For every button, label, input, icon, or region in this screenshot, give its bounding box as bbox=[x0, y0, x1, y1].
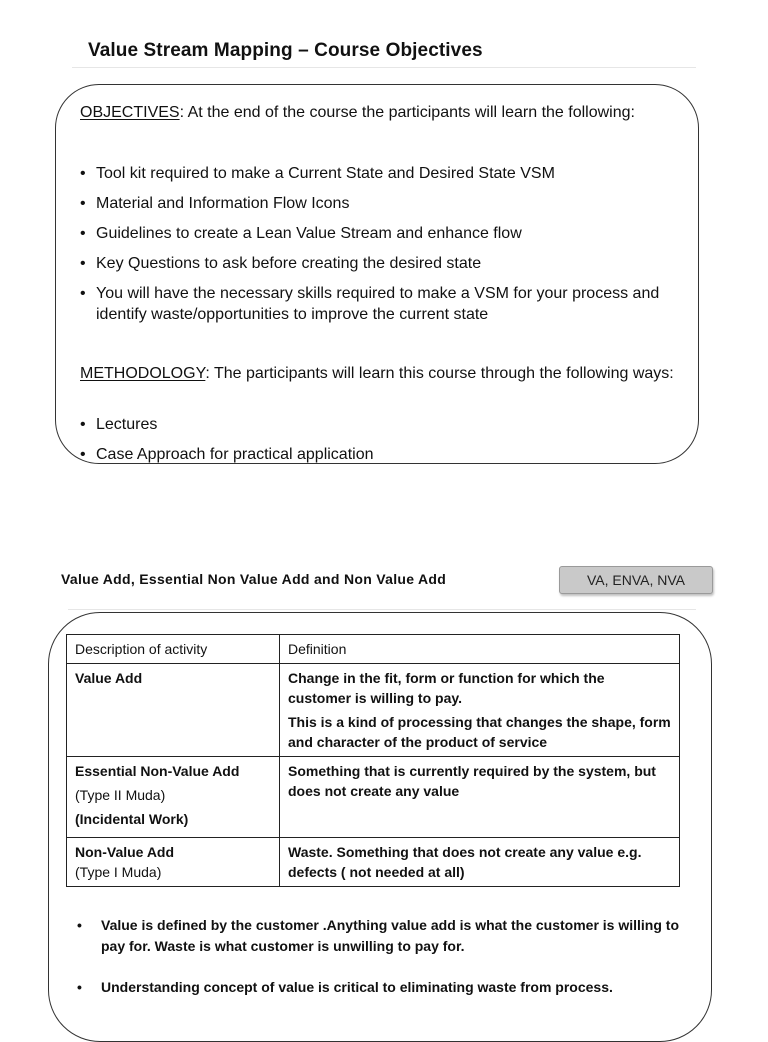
list-item: • Key Questions to ask before creating the desired state bbox=[80, 253, 705, 274]
slide2-title: Value Add, Essential Non Value Add and Non Value Add bbox=[61, 571, 447, 587]
objectives-heading bbox=[80, 103, 710, 123]
slide1-title: Value Stream Mapping – Course Objectives bbox=[88, 40, 483, 61]
definition-cell bbox=[280, 757, 680, 838]
activity-name: Non-Value Add bbox=[75, 844, 175, 860]
list-item: • Lectures bbox=[80, 414, 700, 435]
activity-cell bbox=[67, 757, 280, 838]
definition-text: Change in the fit, form or function for which the customer is willing to pay. bbox=[288, 670, 605, 706]
list-item: • Tool kit required to make a Current State and Desired State VSM bbox=[80, 163, 705, 184]
activity-cell bbox=[67, 664, 280, 757]
objectives-label: OBJECTIVES bbox=[80, 104, 180, 121]
table-header-row bbox=[67, 635, 680, 664]
title-divider bbox=[68, 609, 696, 610]
activity-cell bbox=[67, 838, 280, 887]
table-row bbox=[67, 757, 680, 838]
list-item: • Guidelines to create a Lean Value Stream and enhance flow bbox=[80, 223, 705, 244]
table-row bbox=[67, 838, 680, 887]
definition-cell bbox=[280, 664, 680, 757]
definition-text: This is a kind of processing that changes the shape, form and character of the product of service bbox=[288, 714, 671, 750]
objectives-list bbox=[80, 163, 705, 334]
table-row bbox=[67, 664, 680, 757]
methodology-heading bbox=[80, 364, 700, 384]
title-divider bbox=[72, 67, 696, 68]
objectives-intro: : At the end of the course the participants will learn the following: bbox=[179, 104, 635, 121]
activity-name: Value Add bbox=[75, 670, 143, 686]
column-header: Definition bbox=[280, 635, 680, 664]
definition-text: Waste. Something that does not create any value e.g. defects ( not needed at all) bbox=[288, 844, 642, 880]
definition-cell bbox=[280, 838, 680, 887]
va-enva-nva-tag: VA, ENVA, NVA bbox=[559, 566, 713, 594]
activity-definition-table bbox=[66, 634, 680, 887]
list-item: • You will have the necessary skills required to make a VSM for your process and identify waste/opportunities to improve the current state bbox=[80, 283, 705, 325]
methodology-label: METHODOLOGY bbox=[80, 365, 206, 382]
activity-name: Essential Non-Value Add bbox=[75, 763, 240, 779]
value-notes-list bbox=[77, 915, 697, 1018]
definition-text: Something that is currently required by the system, but does not create any value bbox=[288, 763, 656, 799]
column-header: Description of activity bbox=[67, 635, 280, 664]
list-item: • Material and Information Flow Icons bbox=[80, 193, 705, 214]
list-item: • Understanding concept of value is critical to eliminating waste from process. bbox=[77, 977, 697, 998]
activity-subtitle: (Type II Muda) bbox=[75, 787, 166, 803]
activity-subtitle: (Incidental Work) bbox=[75, 811, 189, 827]
methodology-intro: : The participants will learn this course through the following ways: bbox=[205, 365, 674, 382]
list-item: • Value is defined by the customer .Anything value add is what the customer is willing to pay for. Waste is what customer is unwilling to pay for. bbox=[77, 915, 697, 957]
methodology-list bbox=[80, 414, 700, 474]
activity-subtitle: (Type I Muda) bbox=[75, 864, 162, 880]
list-item: • Case Approach for practical application bbox=[80, 444, 700, 465]
